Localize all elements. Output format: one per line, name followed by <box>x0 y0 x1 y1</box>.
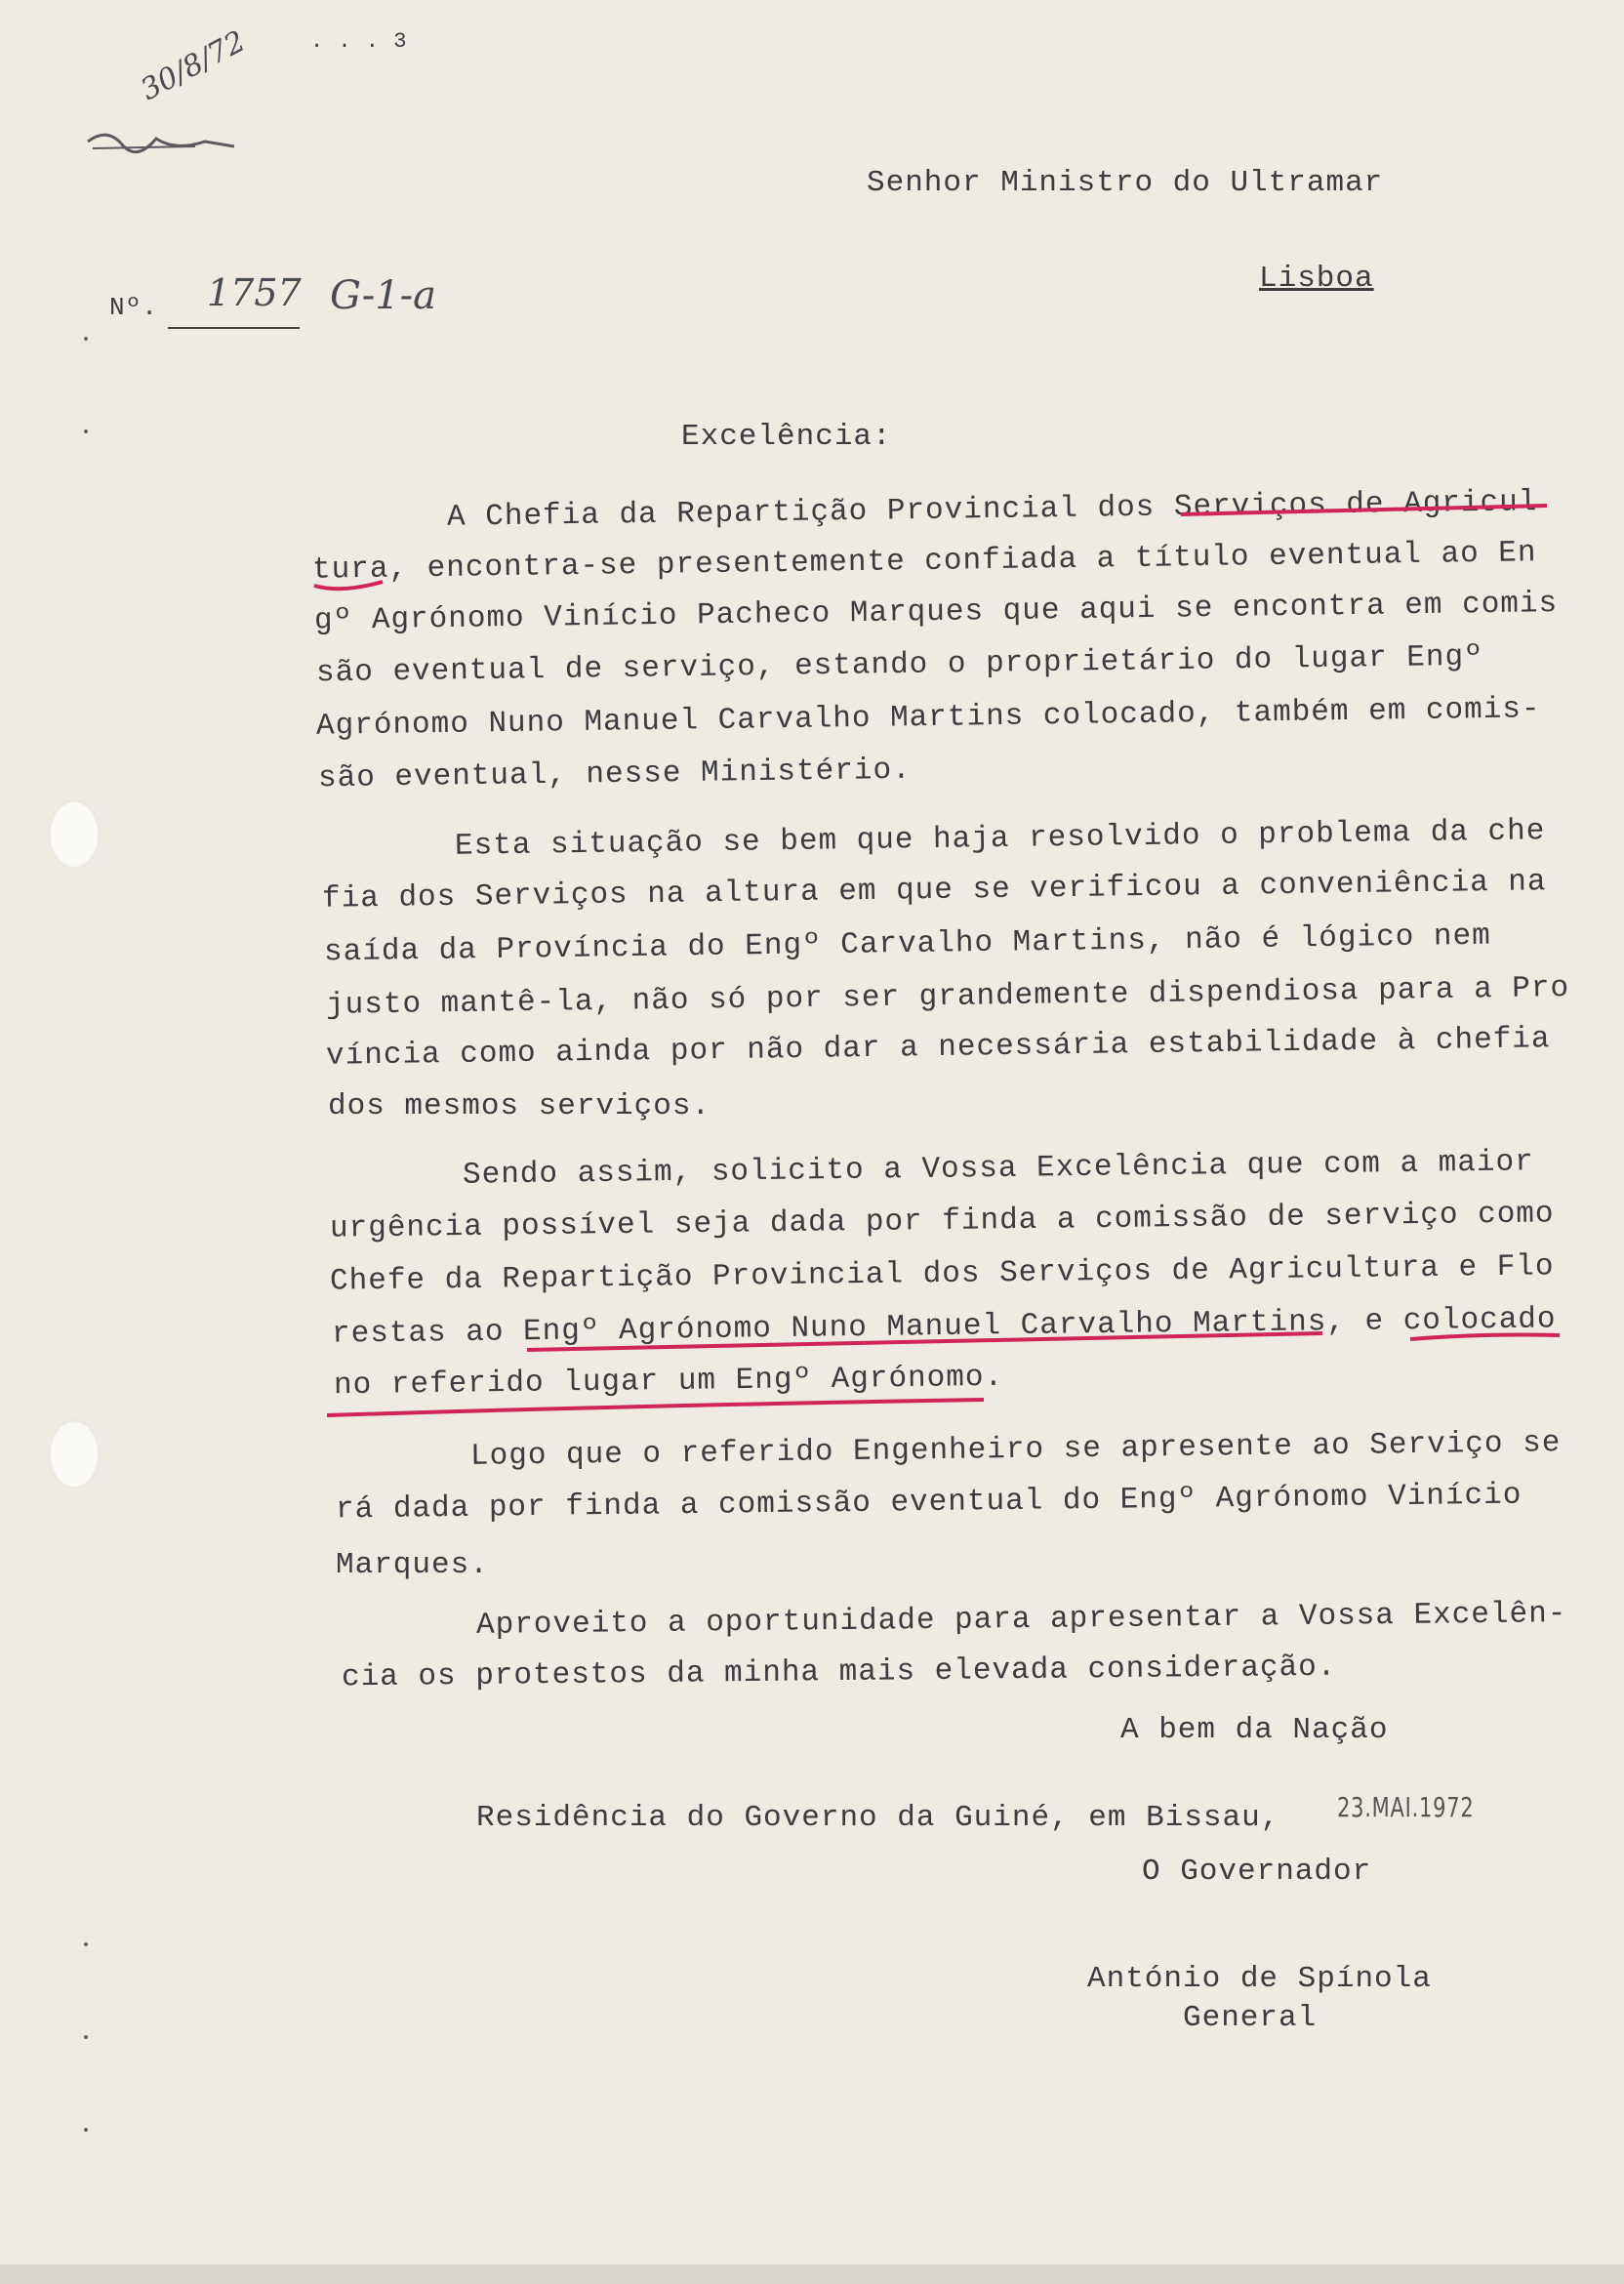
underline-nuno-martins <box>527 1333 1322 1350</box>
underline-colocado <box>1410 1335 1560 1340</box>
underline-servicos-agricul <box>1181 506 1547 514</box>
signatory-rank: General <box>1183 2001 1318 2035</box>
body-line: A Chefia da Repartição Provincial dos Serviços de Agricul <box>446 485 1538 535</box>
body-line: tura, encontra-se presentemente confiada a título eventual ao En <box>311 536 1537 588</box>
body-line: Esta situação se bem que haja resolvido o problema da che <box>454 814 1546 864</box>
body-line: restas ao Engº Agrónomo Nuno Manuel Carvalho Martins, e colocado <box>331 1302 1557 1352</box>
body-line: saída da Província do Engº Carvalho Martins, não é lógico nem <box>323 918 1491 970</box>
handwritten-number: 1757 <box>207 271 302 314</box>
body-line: Chefe da Repartição Provincial dos Serviços de Agricultura e Flo <box>329 1249 1555 1299</box>
closing-motto: A bem da Nação <box>1120 1713 1389 1747</box>
body-line: são eventual, nesse Ministério. <box>317 753 912 796</box>
body-line: urgência possível seja dada por finda a comissão de serviço como <box>329 1197 1555 1246</box>
body-line: no referido lugar um Engº Agrónomo. <box>333 1360 1004 1404</box>
body-line: víncia como ainda por não dar a necessária estabilidade à chefia <box>325 1022 1551 1074</box>
body-line: Logo que o referido Engenheiro se apresente ao Serviço se <box>469 1426 1562 1474</box>
top-dots: . . . 3 <box>310 29 408 54</box>
body-line: Agrónomo Nuno Manuel Carvalho Martins colocado, também em comis- <box>315 692 1541 744</box>
body-line: rá dada por finda a comissão eventual do Engº Agrónomo Vinício <box>335 1478 1522 1528</box>
body-line: gº Agrónomo Vinício Pacheco Marques que aqui se encontra em comis <box>313 587 1559 638</box>
body-line: dos mesmos serviços. <box>328 1089 711 1123</box>
recipient-title: Senhor Ministro do Ultramar <box>867 166 1384 200</box>
body-line: Sendo assim, solicito a Vossa Excelência que com a maior <box>462 1145 1534 1193</box>
date-stamp: 23.MAI.1972 <box>1337 1791 1475 1823</box>
body-line: fia dos Serviços na altura em que se verificou a conveniência na <box>321 865 1547 917</box>
underline-referido-lugar <box>327 1400 984 1415</box>
salutation: Excelência: <box>681 420 892 454</box>
body-line: justo mantê-la, não só por ser grandemente dispendiosa para a Pro <box>325 971 1570 1023</box>
body-line: são eventual de serviço, estando o proprietário do lugar Engº <box>315 639 1483 691</box>
handwritten-date: 30/8/72 <box>135 23 252 108</box>
underline-tura <box>314 582 383 589</box>
signatory-name: António de Spínola <box>1087 1962 1432 1996</box>
closing-place: Residência do Governo da Guiné, em Bissau, <box>476 1801 1280 1835</box>
body-line: Aproveito a oportunidade para apresentar a Vossa Excelên- <box>475 1597 1567 1643</box>
body-line: cia os protestos da minha mais elevada consideração. <box>341 1650 1337 1695</box>
number-label: Nº. <box>109 293 158 322</box>
recipient-city: Lisboa <box>1259 262 1374 296</box>
signatory-role: O Governador <box>1142 1855 1372 1889</box>
body-line: Marques. <box>336 1548 489 1582</box>
handwritten-file-code: G-1-a <box>330 273 437 318</box>
